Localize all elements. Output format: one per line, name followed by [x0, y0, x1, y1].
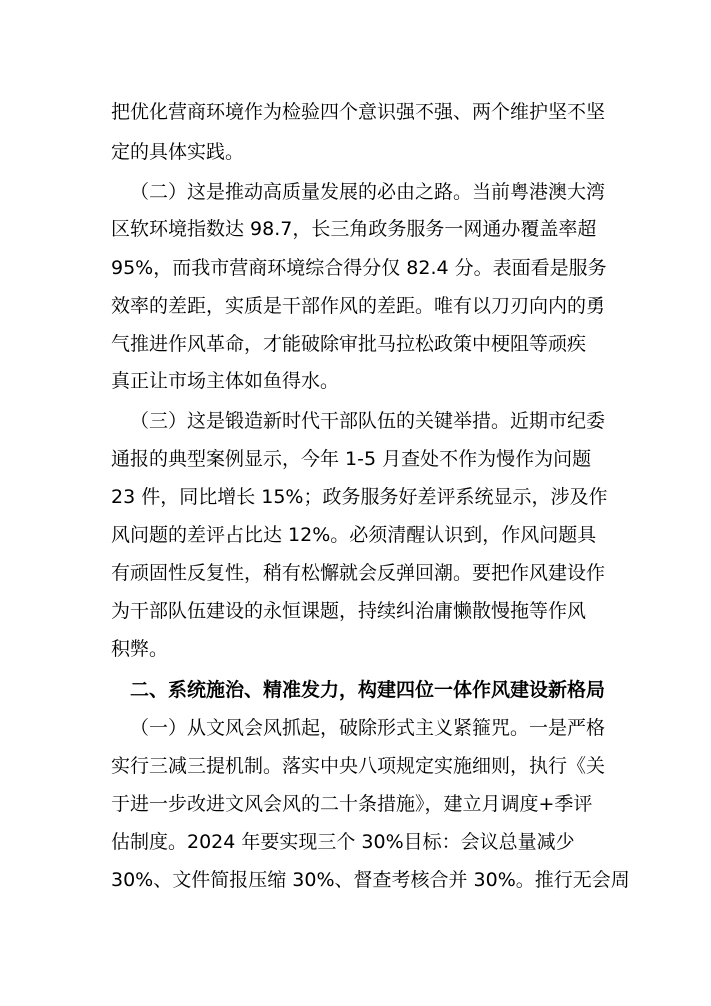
paragraph-4-line-1: （一）从文风会风抓起，破除形式主义紧箍咒。一是严格 [130, 717, 606, 739]
section-heading: 二、系统施治、精准发力，构建四位一体作风建设新格局 [130, 679, 606, 701]
paragraph-3-line-6: 为干部队伍建设的永恒课题，持续纠治庸懒散慢拖等作风 [111, 600, 587, 622]
paragraph-3-line-1: （三）这是锻造新时代干部队伍的关键举措。近期市纪委 [130, 410, 606, 432]
paragraph-1-line-2: 定的具体实践。 [111, 141, 245, 163]
paragraph-2-line-6: 真正让市场主体如鱼得水。 [111, 370, 340, 392]
paragraph-4-line-4: 估制度。2024 年要实现三个 30%目标：会议总量减少 [111, 831, 575, 853]
paragraph-4-line-2: 实行三减三提机制。落实中央八项规定实施细则，执行《关 [111, 755, 606, 777]
paragraph-2-line-5: 气推进作风革命，才能破除审批马拉松政策中梗阻等顽疾 [111, 333, 587, 355]
paragraph-4-line-3: 于进一步改进文风会风的二十条措施》，建立月调度+季评 [111, 793, 593, 815]
paragraph-2-line-4: 效率的差距，实质是干部作风的差距。唯有以刀刃向内的勇 [111, 295, 606, 317]
paragraph-3-line-4: 风问题的差评占比达 12%。必须清醒认识到，作风问题具 [111, 524, 597, 546]
paragraph-2-line-2: 区软环境指数达 98.7，长三角政务服务一网通办覆盖率超 [111, 218, 597, 240]
paragraph-1-line-1: 把优化营商环境作为检验四个意识强不强、两个维护坚不坚 [111, 101, 606, 123]
paragraph-2-line-3: 95%，而我市营商环境综合得分仅 82.4 分。表面看是服务 [111, 257, 607, 279]
paragraph-2-line-1: （二）这是推动高质量发展的必由之路。当前粤港澳大湾 [130, 181, 606, 203]
paragraph-3-line-5: 有顽固性反复性，稍有松懈就会反弹回潮。要把作风建设作 [111, 562, 606, 584]
paragraph-3-line-3: 23 件，同比增长 15%；政务服务好差评系统显示，涉及作 [111, 486, 608, 508]
paragraph-3-line-2: 通报的典型案例显示，今年 1-5 月查处不作为慢作为问题 [111, 448, 592, 470]
paragraph-3-line-7: 积弊。 [111, 638, 169, 660]
paragraph-4-line-5: 30%、文件简报压缩 30%、督查考核合并 30%。推行无会周 [111, 869, 630, 891]
